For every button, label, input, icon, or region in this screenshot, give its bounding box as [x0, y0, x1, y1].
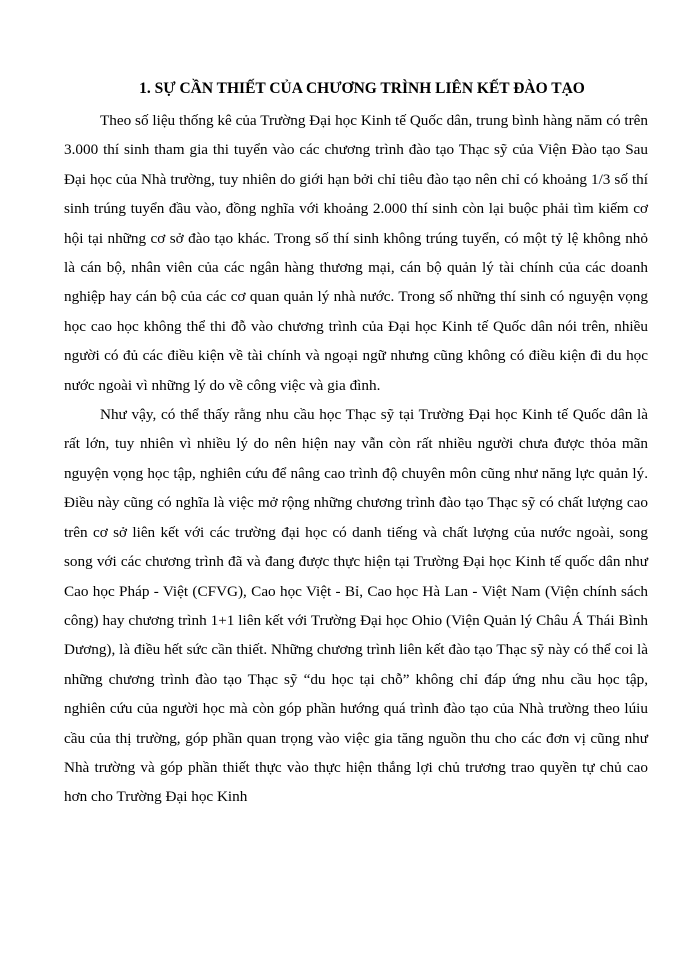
section-heading: 1. SỰ CẦN THIẾT CỦA CHƯƠNG TRÌNH LIÊN KẾT ĐÀO TẠO — [139, 80, 585, 97]
paragraph-2: Như vậy, có thể thấy rằng nhu cầu học Thạc sỹ tại Trường Đại học Kinh tế Quốc dân là rất lớn, tuy nhiên vì nhiều lý do nên hiện nay vẫn còn rất nhiều người chưa được thỏa mãn nguyện vọng học tập, nghiên cứu để nâng cao trình độ chuyên môn cũng như năng lực quản lý. Điều này cũng có nghĩa là việc mở rộng những chương trình đào tạo Thạc sỹ có chất lượng cao trên cơ sở liên kết với các trường đại học có danh tiếng và chất lượng của nước ngoài, song song với các chương trình đã và đang được thực hiện tại Trường Đại học Kinh tế quốc dân như Cao học Pháp - Việt (CFVG), Cao học Việt - Bỉ, Cao học Hà Lan - Việt Nam (Viện chính sách công) hay chương trình 1+1 liên kết với Trường Đại học Ohio (Viện Quản lý Châu Á Thái Bình Dương), là điều hết sức cần thiết. Những chương trình liên kết đào tạo Thạc sỹ này có thể coi là những chương trình đào tạo Thạc sỹ “du học tại chỗ” không chỉ đáp ứng nhu cầu học tập, nghiên cứu của người học mà còn góp phần hướng quá trình đào tạo của Nhà trường theo lúiu cầu của thị trường, góp phần quan trọng vào việc gia tăng nguồn thu cho các đơn vị cũng như Nhà trường và góp phần thiết thực vào thực hiện thắng lợi chủ trương trao quyền tự chủ cao hơn cho Trường Đại học Kinh — [64, 406, 648, 806]
paragraph-1: Theo số liệu thống kê của Trường Đại học Kinh tế Quốc dân, trung bình hàng năm có trên 3.000 thí sinh tham gia thi tuyển vào các chương trình đào tạo Thạc sỹ của Viện Đào tạo Sau Đại học của Nhà trường, tuy nhiên do giới hạn bởi chỉ tiêu đào tạo nên chỉ có khoảng 1/3 số thí sinh trúng tuyển đầu vào, đồng nghĩa với khoảng 2.000 thí sinh còn lại buộc phải tìm kiếm cơ hội tại những cơ sở đào tạo khác. Trong số thí sinh không trúng tuyển, có một tỷ lệ không nhỏ là cán bộ, nhân viên của các ngân hàng thương mại, cán bộ quản lý tài chính của các doanh nghiệp hay cán bộ của các cơ quan quản lý nhà nước. Trong số những thí sinh có nguyện vọng học cao học không thể thi đỗ vào chương trình của Đại học Kinh tế Quốc dân nói trên, nhiều người có đủ các điều kiện về tài chính và ngoại ngữ nhưng cũng không có điều kiện đi du học nước ngoài vì những lý do về công việc và gia đình. — [64, 112, 648, 394]
